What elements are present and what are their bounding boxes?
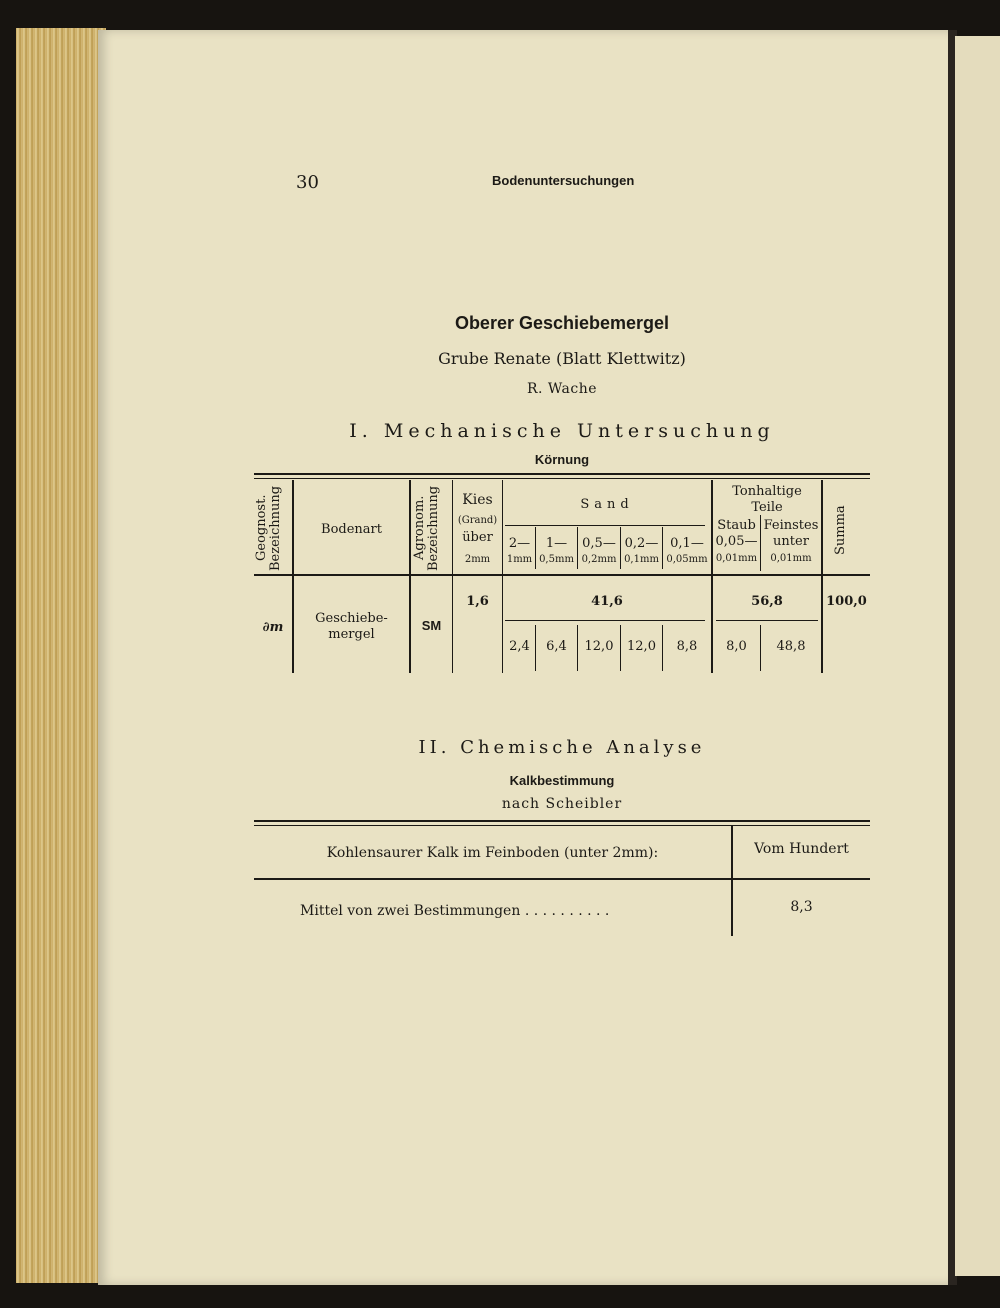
running-title: Bodenuntersuchungen (492, 173, 635, 188)
col-staub-3: 0,01mm (715, 553, 758, 564)
col-kies-2: (Grand) (457, 515, 498, 526)
col-staub-1: Staub (717, 518, 756, 533)
table1-top-rule-thin (254, 478, 870, 479)
row-summa: 100,0 (826, 594, 867, 609)
table1-vline (821, 480, 823, 673)
sand-sub-1b: 1mm (506, 554, 533, 565)
author: R. Wache (526, 381, 598, 397)
row-kies: 1,6 (466, 594, 489, 609)
sand-value-1: 2,4 (509, 639, 530, 654)
page-number: 30 (296, 172, 319, 193)
row-agronom: SM (421, 618, 442, 633)
col-kies-4: 2mm (464, 554, 491, 565)
page-edges (16, 28, 106, 1283)
sand-sub-1a: 2— (508, 536, 531, 551)
col-fein-2: unter (773, 534, 809, 549)
table2-row-value: 8,3 (790, 899, 813, 915)
section1-subheading: Körnung (534, 452, 590, 467)
table1-vline (292, 480, 294, 673)
sand-value-3: 12,0 (584, 639, 614, 654)
section2-subheading: Kalkbestimmung (509, 773, 615, 788)
table2-top-rule (254, 820, 870, 822)
sand-subrule (505, 525, 705, 526)
sand-sub-5a: 0,1— (670, 536, 704, 551)
table1-header-rule (254, 574, 870, 576)
table2-row-label: Mittel von zwei Bestimmungen . . . . . . . . . . (300, 903, 610, 919)
sand-sub-2a: 1— (545, 536, 568, 551)
section1-heading: I. Mechanische Untersuchung (349, 420, 775, 442)
col-kies-1: Kies (462, 492, 493, 508)
col-summa: Summa (833, 505, 848, 555)
col-ton-2: Teile (751, 500, 783, 515)
ton-value-1: 8,0 (726, 639, 747, 654)
sand-value-4: 12,0 (627, 639, 656, 654)
ton-value-2: 48,8 (776, 639, 806, 654)
sand-sub-4b: 0,1mm (624, 554, 659, 565)
table2-col-label: Kohlensaurer Kalk im Feinboden (unter 2mm): (326, 845, 659, 861)
col-sand: Sand (580, 497, 634, 512)
table2-col-value: Vom Hundert (754, 841, 849, 857)
subtitle: Grube Renate (Blatt Klettwitz) (438, 349, 686, 368)
row-sand-total: 41,6 (591, 594, 623, 609)
col-fein-3: 0,01mm (770, 553, 812, 564)
sand-value-2: 6,4 (546, 639, 567, 654)
table1-vline (409, 480, 411, 673)
ton-value-rule (716, 620, 818, 621)
next-page-edge (955, 36, 1000, 1276)
sand-value-5: 8,8 (676, 639, 698, 654)
row-geognost: ∂m (262, 620, 284, 635)
col-ton-1: Tonhaltige (732, 484, 802, 499)
row-ton-total: 56,8 (751, 594, 783, 609)
sand-sub-4a: 0,2— (624, 536, 659, 551)
sand-sub-2b: 0,5mm (539, 554, 574, 565)
col-kies-3: über (462, 530, 493, 545)
table2-top-rule-thin (254, 825, 870, 826)
col-staub-2: 0,05— (715, 534, 758, 549)
sand-sub-3a: 0,5— (582, 536, 616, 551)
table1-top-rule (254, 473, 870, 475)
main-title: Oberer Geschiebemergel (454, 313, 670, 333)
row-bodenart-1: Geschiebe- (315, 611, 388, 626)
col-fein-1: Feinstes (763, 518, 819, 533)
sand-sub-5b: 0,05mm (666, 554, 708, 565)
col-geognost: Geognost. Bezeichnung (254, 485, 283, 571)
table2-header-rule (254, 878, 870, 880)
sand-sub-3b: 0,2mm (581, 554, 617, 565)
sand-value-rule (505, 620, 705, 621)
table1-vline (452, 480, 453, 673)
col-bodenart: Bodenart (321, 522, 382, 537)
section2-method: nach Scheibler (501, 796, 623, 812)
col-agronom: Agronom. Bezeichnung (412, 485, 441, 571)
section2-heading: II. Chemische Analyse (418, 737, 706, 758)
row-bodenart-2: mergel (328, 627, 375, 642)
